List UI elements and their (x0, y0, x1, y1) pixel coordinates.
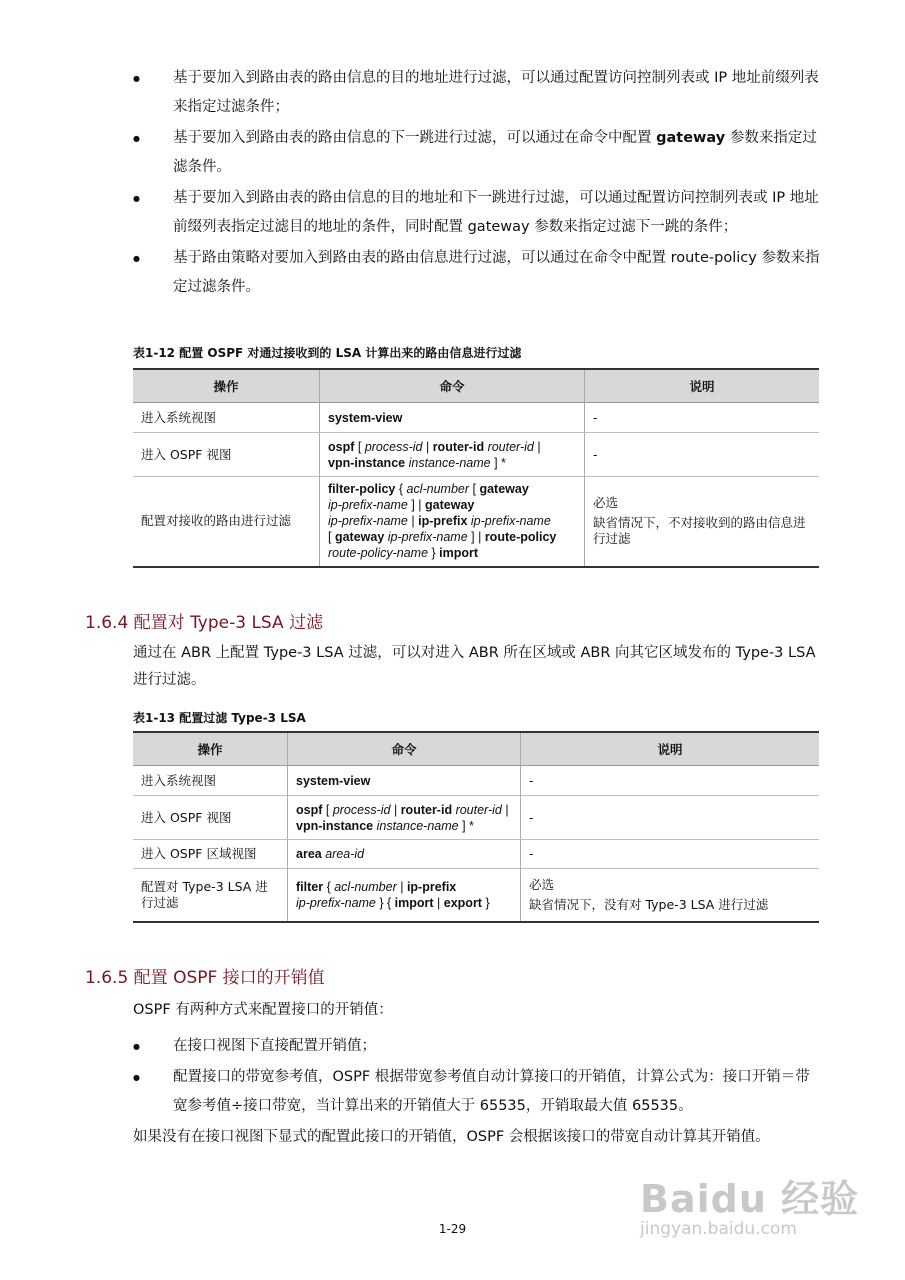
command-argument: instance-name (376, 818, 459, 833)
command-cell (288, 840, 521, 869)
command-argument: area-id (325, 847, 365, 861)
command-syntax: | (396, 879, 407, 894)
page-number: 1-29 (438, 1222, 467, 1236)
command-cell (320, 433, 585, 477)
command-keyword: router-id (400, 802, 453, 817)
description-line: - (529, 772, 534, 788)
column-header: 操作 (133, 369, 320, 403)
command-argument: instance-name (408, 455, 491, 470)
section-intro: OSPF 有两种方式来配置接口的开销值： (133, 1002, 393, 1018)
operation-cell: 配置对接收的路由进行过滤 (133, 477, 320, 567)
command-syntax: | (407, 514, 419, 529)
operation-cell: 进入 OSPF 视图 (133, 796, 288, 840)
command-argument: ip-prefix-name (328, 498, 408, 513)
table-row (133, 433, 819, 477)
command-keyword: ospf (296, 802, 323, 817)
description-line: 必选 (529, 876, 555, 892)
command-argument: route-policy-name (328, 546, 429, 561)
description-cell (521, 766, 820, 796)
description-cell (585, 433, 820, 477)
cost-bullet-list (133, 1032, 823, 1121)
table-row (133, 477, 819, 567)
section-paragraph: 通过在 ABR 上配置 Type-3 LSA 过滤，可以对进入 ABR 所在区域或 ABR 向其它区域发布的 Type-3 LSA 进行过滤。 (133, 645, 816, 688)
command-argument: ip-prefix-name (328, 514, 408, 529)
description-cell (521, 869, 820, 922)
command-keyword: area (296, 847, 322, 861)
command-argument: acl-number (334, 879, 397, 894)
description-cell (585, 477, 820, 567)
command-syntax: [ (328, 530, 335, 545)
command-syntax: | (433, 895, 444, 910)
command-keyword: gateway (425, 498, 475, 513)
command-argument: ip-prefix-name (387, 530, 468, 545)
command-keyword: import (394, 895, 434, 910)
bullet-item: ● 基于路由策略对要加入到路由表的路由信息进行过滤，可以通过在命令中配置 route-policy 参数来指定过滤条件。 (133, 244, 823, 302)
command-cell (288, 796, 521, 840)
operation-cell: 进入 OSPF 区域视图 (133, 840, 288, 869)
command-syntax: ] | (467, 530, 485, 545)
command-cell (288, 869, 521, 922)
command-argument: process-id (364, 439, 423, 454)
watermark-logo: Baidu 经验 (640, 1177, 860, 1221)
command-argument: ip-prefix-name (296, 895, 376, 910)
table-row (133, 766, 819, 796)
bullet-item: ● 基于要加入到路由表的路由信息的目的地址和下一跳进行过滤，可以通过配置访问控制列表或 IP 地址前缀列表指定过滤目的地址的条件，同时配置 gateway 参数来指定过滤下一跳的条件； (133, 184, 823, 242)
table-caption: 表1-13 配置过滤 Type-3 LSA (133, 711, 306, 725)
description-line: 必选 (593, 495, 619, 511)
description-cell (585, 403, 820, 433)
command-keyword: ospf (328, 439, 355, 454)
bullet-item: ● 基于要加入到路由表的路由信息的下一跳进行过滤，可以通过在命令中配置 gateway 参数来指定过滤条件。 (133, 124, 823, 182)
command-cell (320, 403, 585, 433)
section-outro: 如果没有在接口视图下显式的配置此接口的开销值，OSPF 会根据该接口的带宽自动计算其开销值。 (133, 1129, 770, 1145)
top-bullet-list (133, 64, 823, 302)
command-keyword: vpn-instance (328, 455, 406, 470)
description-line: - (529, 809, 534, 825)
command-syntax: [ (354, 439, 365, 454)
command-keyword: router-id (432, 439, 485, 454)
command-syntax: ] | (407, 498, 426, 513)
command-syntax: ] * (458, 818, 474, 833)
config-table-1 (133, 368, 819, 568)
column-header: 说明 (521, 732, 820, 766)
description-line: - (593, 409, 598, 425)
command-keyword: route-policy (484, 530, 557, 545)
bullet-item: ● 在接口视图下直接配置开销值； (133, 1032, 823, 1061)
command-syntax: | (422, 439, 433, 454)
command-argument: ip-prefix-name (470, 514, 551, 529)
command-keyword: filter-policy (328, 482, 396, 497)
table-row (133, 403, 819, 433)
command-keyword: gateway (479, 482, 529, 497)
description-line: - (593, 446, 598, 462)
column-header: 命令 (288, 732, 521, 766)
command-syntax: [ (322, 802, 333, 817)
command-keyword: export (443, 895, 482, 910)
table-caption: 表1-12 配置 OSPF 对通过接收到的 LSA 计算出来的路由信息进行过滤 (133, 346, 522, 360)
operation-cell: 进入系统视图 (133, 403, 320, 433)
command-syntax: [ (469, 482, 480, 497)
section-heading: 1.6.5 配置 OSPF 接口的开销值 (85, 968, 325, 988)
operation-cell: 进入 OSPF 视图 (133, 433, 320, 477)
command-keyword: import (439, 546, 479, 561)
table-row (133, 796, 819, 840)
command-keyword: vpn-instance (296, 818, 374, 833)
command-keyword: ip-prefix (418, 514, 468, 529)
command-keyword: system-view (328, 410, 403, 425)
command-keyword: filter (296, 879, 324, 894)
command-syntax: | (390, 802, 401, 817)
command-syntax: { (395, 482, 407, 497)
section-heading: 1.6.4 配置对 Type-3 LSA 过滤 (85, 613, 324, 633)
command-syntax: ] * (490, 455, 506, 470)
description-line: 缺省情况下，不对接收到的路由信息进行过滤 (593, 515, 806, 547)
command-syntax: | (533, 439, 541, 454)
column-header: 操作 (133, 732, 288, 766)
watermark-url: jingyan.baidu.com (640, 1219, 797, 1239)
command-syntax: } (428, 546, 440, 561)
description-line: 缺省情况下，没有对 Type-3 LSA 进行过滤 (529, 896, 769, 912)
table-row (133, 869, 819, 922)
config-table-2 (133, 731, 819, 923)
command-syntax: } (481, 895, 490, 910)
operation-cell: 进入系统视图 (133, 766, 288, 796)
table-row (133, 840, 819, 869)
command-keyword: system-view (296, 773, 371, 788)
command-syntax: | (501, 802, 509, 817)
column-header: 说明 (585, 369, 820, 403)
command-argument: process-id (332, 802, 391, 817)
command-argument: router-id (487, 439, 534, 454)
description-line: - (529, 846, 534, 861)
command-cell (288, 766, 521, 796)
command-syntax: } { (375, 895, 395, 910)
command-keyword: gateway (334, 530, 385, 545)
command-cell (320, 477, 585, 567)
column-header: 命令 (320, 369, 585, 403)
command-keyword: ip-prefix (406, 879, 457, 894)
bullet-item: ● 配置接口的带宽参考值，OSPF 根据带宽参考值自动计算接口的开销值，计算公式为：接口开销＝带宽参考值÷接口带宽，当计算出来的开销值大于 65535，开销取最大值 65535。 (133, 1063, 823, 1121)
command-argument: router-id (455, 802, 502, 817)
operation-cell: 配置对 Type-3 LSA 进行过滤 (133, 869, 288, 922)
command-argument: acl-number (406, 482, 470, 497)
bullet-item: ● 基于要加入到路由表的路由信息的目的地址进行过滤，可以通过配置访问控制列表或 IP 地址前缀列表来指定过滤条件； (133, 64, 823, 122)
command-syntax: { (323, 879, 335, 894)
description-cell (521, 840, 820, 869)
description-cell (521, 796, 820, 840)
